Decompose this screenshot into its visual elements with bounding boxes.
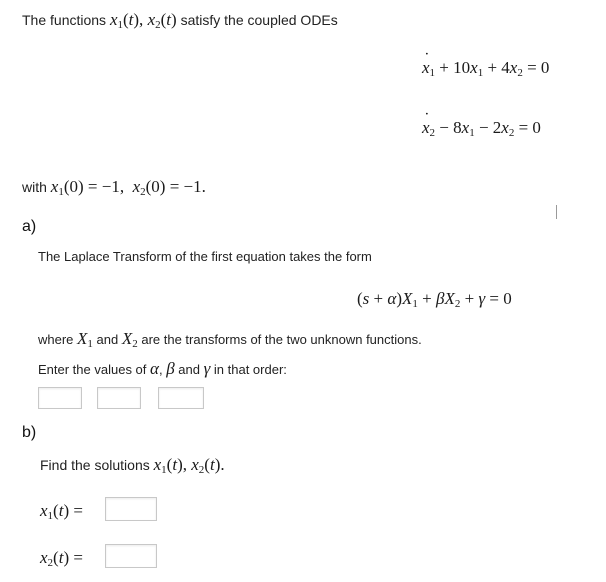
part-a-lead: The Laplace Transform of the first equation takes the form: [38, 249, 372, 264]
X1-symbol: $X_1$: [77, 329, 93, 350]
laplace-form: $(s + \alpha)X_1 + \beta X_2 + \gamma = 0$: [357, 289, 512, 310]
x1-input[interactable]: [105, 497, 157, 521]
X2-symbol: $X_2$: [121, 329, 138, 350]
intro-line: [22, 10, 338, 30]
x2-input[interactable]: [105, 544, 157, 568]
where-after: are the transforms of the two unknown functions.: [137, 332, 422, 347]
gamma-symbol: γ: [203, 359, 211, 378]
x2-label: $x_2(t)$ =: [40, 548, 83, 569]
intro-funcs: $x_1(t)$, $x_2(t)$: [109, 10, 177, 31]
where-and: and: [92, 332, 122, 347]
text-cursor: [556, 205, 557, 219]
enter-and: and: [174, 362, 204, 377]
enter-after: in that order:: [210, 362, 287, 377]
gamma-input[interactable]: [158, 387, 204, 409]
where-line: [38, 329, 422, 349]
enter-line: [38, 359, 287, 379]
initial-values: $x_1(0) = -1$, $x_2(0) = -1$.: [50, 177, 206, 198]
x1-label: $x_1(t)$ =: [40, 501, 83, 522]
intro-text-after: satisfy the coupled ODEs: [176, 12, 338, 28]
part-b-lead-text: Find the solutions: [40, 457, 154, 473]
equation-2: ˙ $x_2 - 8x_1 - 2x_2 = 0$: [422, 118, 541, 138]
initial-prefix: with: [22, 179, 51, 195]
part-b-funcs: $x_1(t)$, $x_2(t)$.: [153, 455, 225, 476]
initial-conditions: [22, 177, 206, 197]
part-b-lead: [40, 455, 225, 475]
enter-comma: ,: [158, 362, 167, 377]
beta-input[interactable]: [97, 387, 141, 409]
equation-1: ˙ $x_1 + 10x_1 + 4x_2 = 0$: [422, 58, 549, 78]
intro-text: The functions: [22, 12, 110, 28]
part-a-label: a): [22, 218, 37, 235]
alpha-input[interactable]: [38, 387, 82, 409]
where-text: where: [38, 332, 78, 347]
alpha-symbol: α: [150, 359, 159, 378]
part-b-label: b): [22, 424, 37, 441]
beta-symbol: β: [166, 359, 175, 378]
enter-text: Enter the values of: [38, 362, 151, 377]
